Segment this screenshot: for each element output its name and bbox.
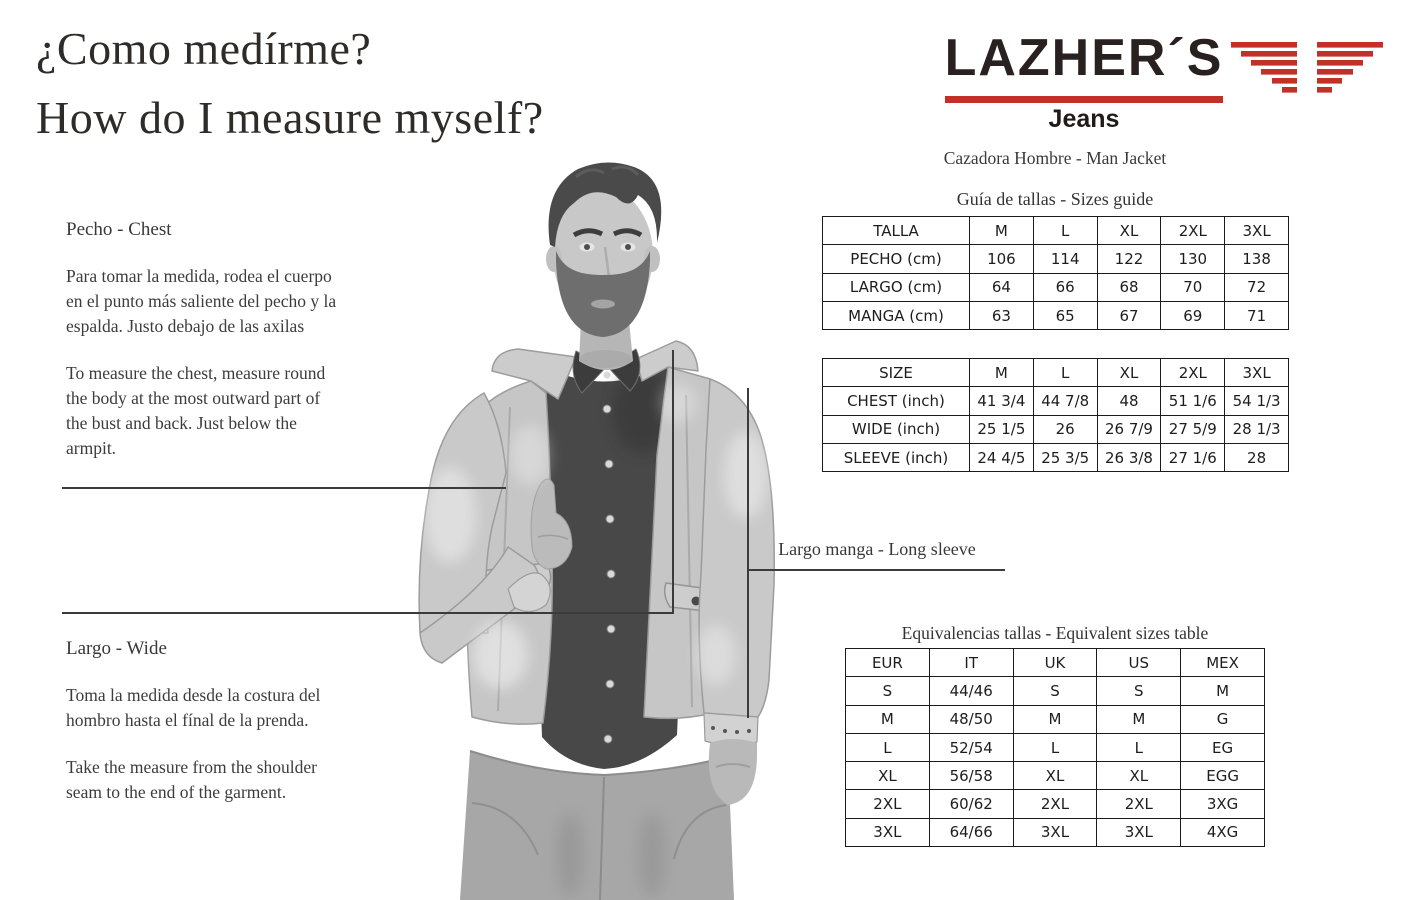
table-cell: 72 <box>1225 273 1289 301</box>
wide-measure-line <box>62 612 674 614</box>
chest-measure-line <box>62 487 506 489</box>
table-header-cell: UK <box>1013 649 1097 677</box>
table-cell: 2XL <box>1097 790 1181 818</box>
chest-text-en: To measure the chest, measure round the body at the most outward part of the bust and back. Just below the armpit. <box>66 363 326 458</box>
page-title-line-es: ¿Como medírme? <box>36 23 372 74</box>
page-title-line-en: How do I measure myself? <box>36 92 544 143</box>
table-header-cell: 2XL <box>1161 359 1225 387</box>
model-photo <box>380 155 815 900</box>
table-cell: M <box>1013 705 1097 733</box>
table-row <box>846 818 1265 846</box>
inch-size-table <box>822 358 1289 472</box>
table-header-cell: XL <box>1097 359 1161 387</box>
table-row <box>846 649 1265 677</box>
wide-text-es: Toma la medida desde la costura del hombro hasta el fínal de la prenda. <box>66 685 321 730</box>
table-cell: 66 <box>1033 273 1097 301</box>
table-cell: L <box>1097 733 1181 761</box>
table-cell: 44/46 <box>929 677 1013 705</box>
table-cell: 48 <box>1097 387 1161 415</box>
table-cell: S <box>1097 677 1181 705</box>
table-cell: 130 <box>1161 245 1225 273</box>
table-header-cell: L <box>1033 359 1097 387</box>
table-row <box>823 273 1289 301</box>
table-header-cell: 2XL <box>1161 217 1225 245</box>
table-cell: 3XG <box>1181 790 1265 818</box>
table-cell: MANGA (cm) <box>823 301 970 329</box>
table-cell: M <box>1181 677 1265 705</box>
table-header-cell: XL <box>1097 217 1161 245</box>
table-cell: 2XL <box>1013 790 1097 818</box>
table-header-cell: EUR <box>846 649 930 677</box>
table-header-cell: IT <box>929 649 1013 677</box>
table-cell: 26 3/8 <box>1097 443 1161 471</box>
wide-text-en: Take the measure from the shoulder seam to the end of the garment. <box>66 757 317 802</box>
table-cell: S <box>1013 677 1097 705</box>
table-header-cell: M <box>970 359 1034 387</box>
table-cell: 26 7/9 <box>1097 415 1161 443</box>
table-header-cell: MEX <box>1181 649 1265 677</box>
table-cell: 122 <box>1097 245 1161 273</box>
table-row <box>823 301 1289 329</box>
table-cell: 54 1/3 <box>1225 387 1289 415</box>
table-header-cell: L <box>1033 217 1097 245</box>
table-cell: CHEST (inch) <box>823 387 970 415</box>
table-row <box>846 790 1265 818</box>
sleeve-callout-label: Largo manga - Long sleeve <box>778 539 976 559</box>
table-header-cell: US <box>1097 649 1181 677</box>
table-cell: 26 <box>1033 415 1097 443</box>
table-cell: 24 4/5 <box>970 443 1034 471</box>
brand-name: LAZHER´S <box>944 29 1224 87</box>
table-cell: 67 <box>1097 301 1161 329</box>
table-header-cell: TALLA <box>823 217 970 245</box>
table-cell: 27 1/6 <box>1161 443 1225 471</box>
table-row <box>846 677 1265 705</box>
chest-text-es: Para tomar la medida, rodea el cuerpo en el punto más saliente del pecho y la espalda. Justo debajo de las axilas <box>66 266 337 336</box>
table-header-cell: 3XL <box>1225 359 1289 387</box>
table-cell: EG <box>1181 733 1265 761</box>
table-cell: LARGO (cm) <box>823 273 970 301</box>
table-cell: 114 <box>1033 245 1097 273</box>
table-cell: 2XL <box>846 790 930 818</box>
page-title <box>36 14 544 152</box>
table-cell: 44 7/8 <box>1033 387 1097 415</box>
table-row <box>823 443 1289 471</box>
table-cell: 4XG <box>1181 818 1265 846</box>
brand-underline <box>945 96 1223 103</box>
table-cell: 48/50 <box>929 705 1013 733</box>
table-cell: G <box>1181 705 1265 733</box>
equivalences-caption: Equivalencias tallas - Equivalent sizes table <box>901 623 1209 643</box>
table-cell: XL <box>846 762 930 790</box>
table-cell: 63 <box>970 301 1034 329</box>
equivalent-sizes-table <box>845 648 1265 847</box>
wide-instructions <box>66 636 348 827</box>
table-cell: WIDE (inch) <box>823 415 970 443</box>
table-cell: 69 <box>1161 301 1225 329</box>
table-header-cell: M <box>970 217 1034 245</box>
table-cell: PECHO (cm) <box>823 245 970 273</box>
wings-stripes-icon <box>1231 42 1383 96</box>
table-cell: 3XL <box>1097 818 1181 846</box>
table-row <box>823 387 1289 415</box>
table-row <box>846 762 1265 790</box>
table-cell: 3XL <box>846 818 930 846</box>
table-cell: 41 3/4 <box>970 387 1034 415</box>
sizes-guide-caption: Guía de tallas - Sizes guide <box>956 189 1154 209</box>
table-cell: 60/62 <box>929 790 1013 818</box>
table-cell: 25 3/5 <box>1033 443 1097 471</box>
table-cell: 56/58 <box>929 762 1013 790</box>
table-cell: 106 <box>970 245 1034 273</box>
table-cell: SLEEVE (inch) <box>823 443 970 471</box>
table-cell: 3XL <box>1013 818 1097 846</box>
table-row <box>846 705 1265 733</box>
sleeve-label-underline <box>747 569 1005 571</box>
table-row <box>823 245 1289 273</box>
table-cell: L <box>1013 733 1097 761</box>
wide-vertical-line <box>672 350 674 613</box>
table-cell: EGG <box>1181 762 1265 790</box>
table-cell: M <box>846 705 930 733</box>
table-cell: 65 <box>1033 301 1097 329</box>
table-cell: 51 1/6 <box>1161 387 1225 415</box>
table-cell: 64 <box>970 273 1034 301</box>
brand-tagline: Jeans <box>1048 105 1120 133</box>
chest-instructions <box>66 217 338 483</box>
table-cell: 64/66 <box>929 818 1013 846</box>
table-header-cell: SIZE <box>823 359 970 387</box>
product-label: Cazadora Hombre - Man Jacket <box>943 148 1167 168</box>
table-cell: 70 <box>1161 273 1225 301</box>
table-header-cell: 3XL <box>1225 217 1289 245</box>
table-cell: M <box>1097 705 1181 733</box>
table-cell: 68 <box>1097 273 1161 301</box>
table-row <box>823 217 1289 245</box>
sleeve-vertical-line <box>747 388 749 718</box>
table-cell: 28 1/3 <box>1225 415 1289 443</box>
table-cell: XL <box>1097 762 1181 790</box>
table-cell: XL <box>1013 762 1097 790</box>
cm-size-table <box>822 216 1289 330</box>
table-cell: 52/54 <box>929 733 1013 761</box>
table-cell: L <box>846 733 930 761</box>
brand-logo <box>943 30 1390 135</box>
table-row <box>823 359 1289 387</box>
wide-heading: Largo - Wide <box>66 638 167 659</box>
table-cell: 25 1/5 <box>970 415 1034 443</box>
table-cell: 138 <box>1225 245 1289 273</box>
table-row <box>823 415 1289 443</box>
chest-heading: Pecho - Chest <box>66 219 172 240</box>
table-cell: S <box>846 677 930 705</box>
table-cell: 71 <box>1225 301 1289 329</box>
table-cell: 27 5/9 <box>1161 415 1225 443</box>
table-row <box>846 733 1265 761</box>
table-cell: 28 <box>1225 443 1289 471</box>
